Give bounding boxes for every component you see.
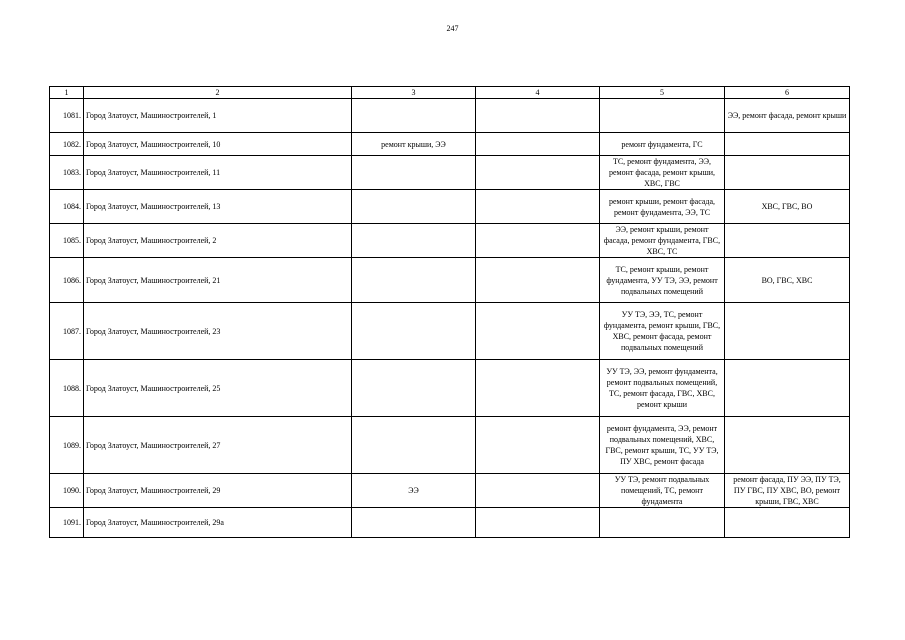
address-cell: Город Златоуст, Машиностроителей, 21 — [84, 258, 352, 303]
column-4-cell — [476, 190, 600, 224]
table-row — [50, 258, 850, 303]
row-number: 1084. — [50, 190, 84, 224]
column-6-cell — [725, 417, 850, 474]
column-4-cell — [476, 133, 600, 156]
column-3-cell — [352, 508, 476, 538]
column-4-cell — [476, 99, 600, 133]
column-5-cell: УУ ТЭ, ЭЭ, ремонт фундамента, ремонт подвальных помещений, ТС, ремонт фасада, ГВС, ХВС, ремонт крыши — [600, 360, 725, 417]
column-header: 5 — [600, 87, 725, 99]
address-cell: Город Златоуст, Машиностроителей, 2 — [84, 224, 352, 258]
column-5-cell: ремонт крыши, ремонт фасада, ремонт фундамента, ЭЭ, ТС — [600, 190, 725, 224]
table-row — [50, 190, 850, 224]
table-row — [50, 474, 850, 508]
column-header: 6 — [725, 87, 850, 99]
column-6-cell — [725, 156, 850, 190]
column-5-cell: УУ ТЭ, ЭЭ, ТС, ремонт фундамента, ремонт крыши, ГВС, ХВС, ремонт фасада, ремонт подвальных помещений — [600, 303, 725, 360]
row-number: 1088. — [50, 360, 84, 417]
table-row — [50, 303, 850, 360]
row-number: 1090. — [50, 474, 84, 508]
table-row — [50, 156, 850, 190]
row-number: 1082. — [50, 133, 84, 156]
address-cell: Город Златоуст, Машиностроителей, 10 — [84, 133, 352, 156]
column-5-cell — [600, 99, 725, 133]
address-cell: Город Златоуст, Машиностроителей, 11 — [84, 156, 352, 190]
column-header: 4 — [476, 87, 600, 99]
column-6-cell — [725, 133, 850, 156]
row-number: 1085. — [50, 224, 84, 258]
column-5-cell: ремонт фундамента, ЭЭ, ремонт подвальных помещений, ХВС, ГВС, ремонт крыши, ТС, УУ ТЭ, ПУ ХВС, ремонт фасада — [600, 417, 725, 474]
column-3-cell — [352, 156, 476, 190]
address-cell: Город Златоуст, Машиностроителей, 25 — [84, 360, 352, 417]
page-number: 247 — [446, 24, 459, 33]
table-row — [50, 99, 850, 133]
column-header: 3 — [352, 87, 476, 99]
column-5-cell: ЭЭ, ремонт крыши, ремонт фасада, ремонт фундамента, ГВС, ХВС, ТС — [600, 224, 725, 258]
row-number: 1087. — [50, 303, 84, 360]
column-6-cell — [725, 303, 850, 360]
address-cell: Город Златоуст, Машиностроителей, 29а — [84, 508, 352, 538]
column-4-cell — [476, 258, 600, 303]
column-5-cell: УУ ТЭ, ремонт подвальных помещений, ТС, ремонт фундамента — [600, 474, 725, 508]
column-5-cell: ТС, ремонт крыши, ремонт фундамента, УУ ТЭ, ЭЭ, ремонт подвальных помещений — [600, 258, 725, 303]
table-row — [50, 508, 850, 538]
column-6-cell — [725, 508, 850, 538]
row-number: 1081. — [50, 99, 84, 133]
column-4-cell — [476, 417, 600, 474]
row-number: 1091. — [50, 508, 84, 538]
column-3-cell — [352, 417, 476, 474]
row-number: 1086. — [50, 258, 84, 303]
table-header-row — [50, 87, 850, 99]
column-3-cell — [352, 258, 476, 303]
column-header: 1 — [50, 87, 84, 99]
column-3-cell: ЭЭ — [352, 474, 476, 508]
column-6-cell: ЭЭ, ремонт фасада, ремонт крыши — [725, 99, 850, 133]
column-header: 2 — [84, 87, 352, 99]
column-4-cell — [476, 360, 600, 417]
column-3-cell — [352, 99, 476, 133]
table-row — [50, 133, 850, 156]
column-5-cell — [600, 508, 725, 538]
column-6-cell: ХВС, ГВС, ВО — [725, 190, 850, 224]
column-6-cell: ремонт фасада, ПУ ЭЭ, ПУ ТЭ, ПУ ГВС, ПУ ХВС, ВО, ремонт крыши, ГВС, ХВС — [725, 474, 850, 508]
column-3-cell: ремонт крыши, ЭЭ — [352, 133, 476, 156]
address-cell: Город Златоуст, Машиностроителей, 13 — [84, 190, 352, 224]
column-4-cell — [476, 303, 600, 360]
table-row — [50, 417, 850, 474]
table-row — [50, 224, 850, 258]
column-4-cell — [476, 224, 600, 258]
register-table — [49, 86, 850, 538]
column-3-cell — [352, 360, 476, 417]
column-5-cell: ТС, ремонт фундамента, ЭЭ, ремонт фасада, ремонт крыши, ХВС, ГВС — [600, 156, 725, 190]
column-4-cell — [476, 156, 600, 190]
address-cell: Город Златоуст, Машиностроителей, 23 — [84, 303, 352, 360]
column-6-cell — [725, 224, 850, 258]
column-6-cell — [725, 360, 850, 417]
address-cell: Город Златоуст, Машиностроителей, 1 — [84, 99, 352, 133]
table-row — [50, 360, 850, 417]
column-3-cell — [352, 303, 476, 360]
column-4-cell — [476, 508, 600, 538]
address-cell: Город Златоуст, Машиностроителей, 27 — [84, 417, 352, 474]
row-number: 1089. — [50, 417, 84, 474]
column-5-cell: ремонт фундамента, ГС — [600, 133, 725, 156]
column-6-cell: ВО, ГВС, ХВС — [725, 258, 850, 303]
address-cell: Город Златоуст, Машиностроителей, 29 — [84, 474, 352, 508]
column-3-cell — [352, 190, 476, 224]
column-3-cell — [352, 224, 476, 258]
row-number: 1083. — [50, 156, 84, 190]
column-4-cell — [476, 474, 600, 508]
